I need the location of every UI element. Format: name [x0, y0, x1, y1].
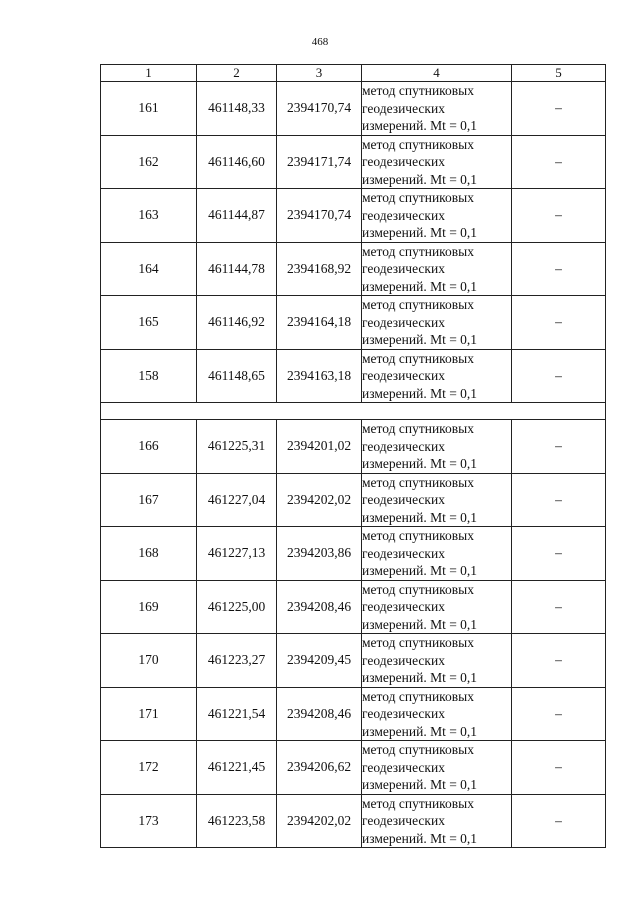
- method-cell: метод спутниковых геодезических измерений. Mt = 0,1: [362, 634, 512, 688]
- method-cell: метод спутниковых геодезических измерений. Mt = 0,1: [362, 741, 512, 795]
- point-number-cell: 168: [101, 527, 197, 581]
- method-cell: метод спутниковых геодезических измерений. Mt = 0,1: [362, 349, 512, 403]
- x-coordinate-cell: 461227,04: [197, 473, 277, 527]
- y-coordinate-cell: 2394208,46: [277, 687, 362, 741]
- note-cell: –: [512, 741, 606, 795]
- note-cell: –: [512, 189, 606, 243]
- table-row: [101, 580, 606, 634]
- x-coordinate-cell: 461227,13: [197, 527, 277, 581]
- column-header-5: 5: [512, 65, 606, 82]
- point-number-cell: 161: [101, 82, 197, 136]
- method-cell: метод спутниковых геодезических измерений. Mt = 0,1: [362, 296, 512, 350]
- x-coordinate-cell: 461221,54: [197, 687, 277, 741]
- point-number-cell: 170: [101, 634, 197, 688]
- method-cell: метод спутниковых геодезических измерений. Mt = 0,1: [362, 473, 512, 527]
- point-number-cell: 165: [101, 296, 197, 350]
- y-coordinate-cell: 2394203,86: [277, 527, 362, 581]
- table-row: [101, 687, 606, 741]
- method-cell: метод спутниковых геодезических измерений. Mt = 0,1: [362, 580, 512, 634]
- column-header-2: 2: [197, 65, 277, 82]
- y-coordinate-cell: 2394168,92: [277, 242, 362, 296]
- method-cell: метод спутниковых геодезических измерений. Mt = 0,1: [362, 189, 512, 243]
- note-cell: –: [512, 420, 606, 474]
- x-coordinate-cell: 461221,45: [197, 741, 277, 795]
- point-number-cell: 171: [101, 687, 197, 741]
- note-cell: –: [512, 242, 606, 296]
- y-coordinate-cell: 2394209,45: [277, 634, 362, 688]
- table-row: [101, 82, 606, 136]
- point-number-cell: 158: [101, 349, 197, 403]
- table-row: [101, 420, 606, 474]
- column-header-3: 3: [277, 65, 362, 82]
- table-row: [101, 794, 606, 848]
- y-coordinate-cell: 2394170,74: [277, 82, 362, 136]
- note-cell: –: [512, 82, 606, 136]
- note-cell: –: [512, 473, 606, 527]
- table-row: [101, 741, 606, 795]
- table-row: [101, 473, 606, 527]
- point-number-cell: 173: [101, 794, 197, 848]
- method-cell: метод спутниковых геодезических измерений. Mt = 0,1: [362, 794, 512, 848]
- note-cell: –: [512, 349, 606, 403]
- y-coordinate-cell: 2394202,02: [277, 794, 362, 848]
- table-row: [101, 634, 606, 688]
- note-cell: –: [512, 135, 606, 189]
- separator-row: [101, 403, 606, 420]
- method-cell: метод спутниковых геодезических измерений. Mt = 0,1: [362, 527, 512, 581]
- table-row: [101, 296, 606, 350]
- y-coordinate-cell: 2394163,18: [277, 349, 362, 403]
- x-coordinate-cell: 461144,78: [197, 242, 277, 296]
- x-coordinate-cell: 461223,27: [197, 634, 277, 688]
- y-coordinate-cell: 2394202,02: [277, 473, 362, 527]
- x-coordinate-cell: 461225,00: [197, 580, 277, 634]
- note-cell: –: [512, 527, 606, 581]
- column-header-1: 1: [101, 65, 197, 82]
- point-number-cell: 163: [101, 189, 197, 243]
- method-cell: метод спутниковых геодезических измерений. Mt = 0,1: [362, 82, 512, 136]
- header-row: [101, 65, 606, 82]
- point-number-cell: 166: [101, 420, 197, 474]
- y-coordinate-cell: 2394170,74: [277, 189, 362, 243]
- coordinates-table: [100, 64, 606, 848]
- point-number-cell: 172: [101, 741, 197, 795]
- x-coordinate-cell: 461146,92: [197, 296, 277, 350]
- point-number-cell: 164: [101, 242, 197, 296]
- table-row: [101, 242, 606, 296]
- y-coordinate-cell: 2394171,74: [277, 135, 362, 189]
- note-cell: –: [512, 687, 606, 741]
- separator-cell: [101, 403, 606, 420]
- note-cell: –: [512, 580, 606, 634]
- method-cell: метод спутниковых геодезических измерений. Mt = 0,1: [362, 420, 512, 474]
- y-coordinate-cell: 2394201,02: [277, 420, 362, 474]
- y-coordinate-cell: 2394206,62: [277, 741, 362, 795]
- y-coordinate-cell: 2394208,46: [277, 580, 362, 634]
- point-number-cell: 169: [101, 580, 197, 634]
- column-header-4: 4: [362, 65, 512, 82]
- point-number-cell: 167: [101, 473, 197, 527]
- x-coordinate-cell: 461223,58: [197, 794, 277, 848]
- x-coordinate-cell: 461148,65: [197, 349, 277, 403]
- table-row: [101, 189, 606, 243]
- note-cell: –: [512, 296, 606, 350]
- note-cell: –: [512, 634, 606, 688]
- x-coordinate-cell: 461146,60: [197, 135, 277, 189]
- table-row: [101, 135, 606, 189]
- x-coordinate-cell: 461144,87: [197, 189, 277, 243]
- table-row: [101, 349, 606, 403]
- method-cell: метод спутниковых геодезических измерений. Mt = 0,1: [362, 135, 512, 189]
- page-number: 468: [311, 36, 329, 48]
- x-coordinate-cell: 461148,33: [197, 82, 277, 136]
- method-cell: метод спутниковых геодезических измерений. Mt = 0,1: [362, 242, 512, 296]
- table-row: [101, 527, 606, 581]
- y-coordinate-cell: 2394164,18: [277, 296, 362, 350]
- method-cell: метод спутниковых геодезических измерений. Mt = 0,1: [362, 687, 512, 741]
- x-coordinate-cell: 461225,31: [197, 420, 277, 474]
- note-cell: –: [512, 794, 606, 848]
- point-number-cell: 162: [101, 135, 197, 189]
